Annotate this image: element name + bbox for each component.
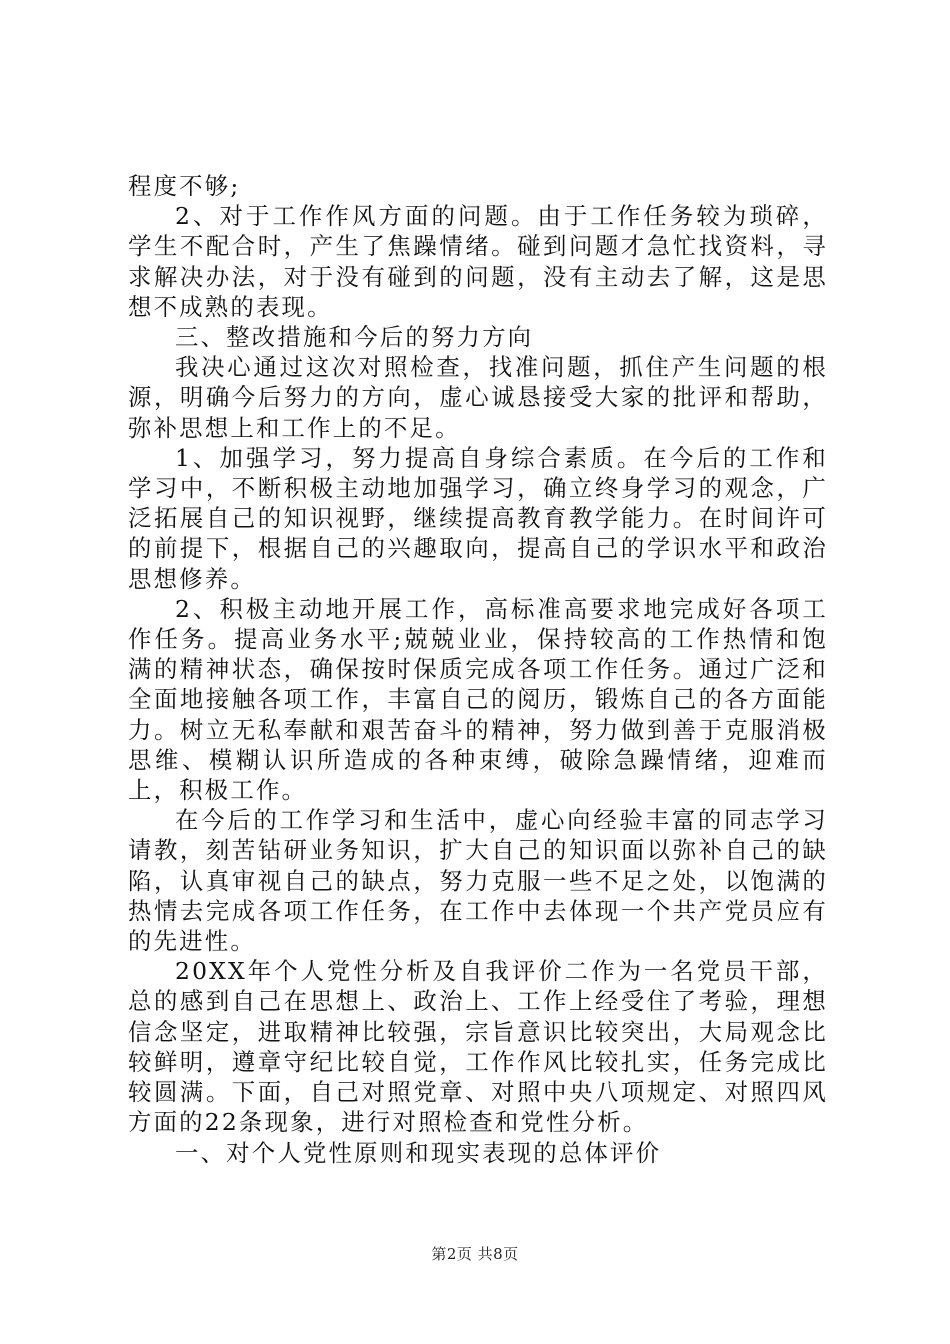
paragraph-5: 1、加强学习，努力提高自身综合素质。在今后的工作和学习中，不断积极主动地加强学习，确立终身学习的观念，广泛拓展自己的知识视野，继续提高教育教学能力。在时间许可的前提下，根据自己的兴趣取向，提高自己的学识水平和政治思想修养。 [128, 443, 828, 593]
paragraph-6: 2、积极主动地开展工作，高标准高要求地完成好各项工作任务。提高业务水平;兢兢业业，保持较高的工作热情和饱满的精神状态，确保按时保质完成各项工作任务。通过广泛和全面地接触各项工作，丰富自己的阅历，锻炼自己的各方面能力。树立无私奉献和艰苦奋斗的精神，努力做到善于克服消极思维、模糊认识所造成的各种束缚，破除急躁情绪，迎难而上，积极工作。 [128, 594, 828, 805]
document-body [128, 171, 828, 1168]
paragraph-8: 20XX年个人党性分析及自我评价二作为一名党员干部，总的感到自己在思想上、政治上、工作上经受住了考验，理想信念坚定，进取精神比较强，宗旨意识比较突出，大局观念比较鲜明，遵章守纪比较自觉，工作作风比较扎实，任务完成比较圆满。下面，自己对照党章、对照中央八项规定、对照四风方面的22条现象，进行对照检查和党性分析。 [128, 957, 828, 1137]
paragraph-7: 在今后的工作学习和生活中，虚心向经验丰富的同志学习请教，刻苦钻研业务知识，扩大自己的知识面以弥补自己的缺陷，认真审视自己的缺点，努力克服一些不足之处，以饱满的热情去完成各项工作任务，在工作中去体现一个共产党员应有的先进性。 [128, 806, 828, 956]
section-heading-1: 一、对个人党性原则和现实表现的总体评价 [175, 1138, 662, 1167]
paragraph-4: 我决心通过这次对照检查，找准问题，抓住产生问题的根源，明确今后努力的方向，虚心诚恳接受大家的批评和帮助，弥补思想上和工作上的不足。 [128, 353, 828, 442]
paragraph-2: 2、对于工作作风方面的问题。由于工作任务较为琐碎，学生不配合时，产生了焦躁情绪。碰到问题才急忙找资料，寻求解决办法，对于没有碰到的问题，没有主动去了解，这是思想不成熟的表现。 [128, 202, 828, 321]
paragraph-1: 程度不够; [128, 172, 241, 200]
section-heading-3: 三、整改措施和今后的努力方向 [175, 323, 534, 352]
page-number-footer: 第2页 共8页 [431, 1245, 519, 1263]
